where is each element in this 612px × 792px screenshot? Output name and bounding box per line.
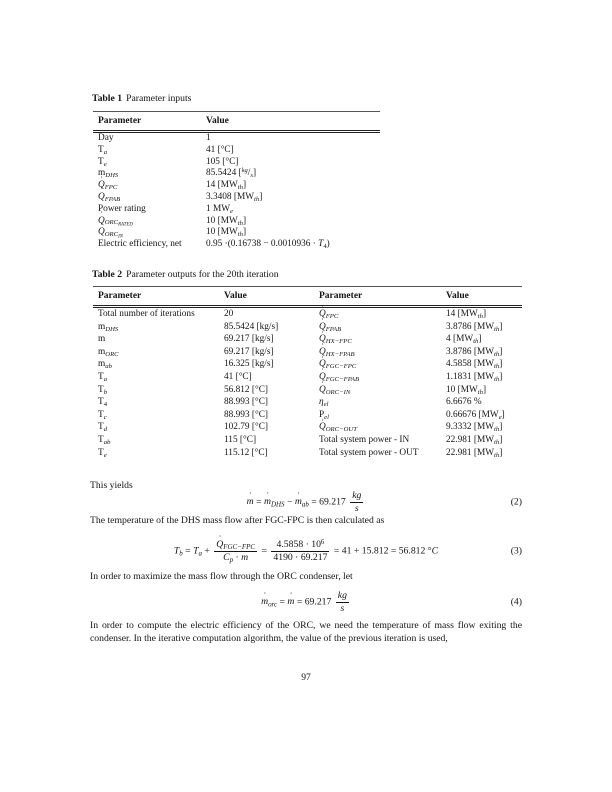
cell-parameter: Q $˙_{ORC_{RATED}}$ bbox=[93, 216, 201, 228]
cell-parameter: $T_a$ bbox=[98, 144, 108, 156]
equation-2-number: (2) bbox=[510, 496, 522, 508]
cell-parameter: Q $˙_{FPAB}$ bbox=[314, 321, 441, 334]
cell-parameter: $m_{DHS}$ bbox=[98, 321, 119, 333]
table1-header-row bbox=[93, 112, 380, 132]
table1-caption-text: Parameter inputs bbox=[126, 93, 192, 104]
table-row bbox=[93, 434, 522, 447]
cell-value: 1 bbox=[206, 133, 211, 143]
table2-caption-label: Table 2 bbox=[92, 269, 123, 280]
table-row bbox=[93, 204, 380, 216]
equation-3-number: (3) bbox=[510, 545, 522, 557]
cell-value: 88.993 [°C] bbox=[224, 397, 269, 408]
cell-parameter: $m_{ab}$ bbox=[98, 359, 112, 371]
cell-value: 14 $[MW_{th}]$ bbox=[446, 309, 487, 320]
equation-3-body: $T_b = T_a$ + $\frac{Q ˙_{FGC-FPC}}{C_p \cdot m}$ = $\frac{4.5858 \cdot 10^6}{4190 \cdot 69.217}$ = 41 + 15.812 = 56.812 °C bbox=[174, 539, 438, 563]
table-row bbox=[93, 321, 522, 334]
cell-value: 10 $[MW_{th}]$ bbox=[446, 384, 487, 396]
cell-value: $0.95 \cdot(0.16738 - 0.0010936 \cdot T_4)$ bbox=[206, 239, 330, 251]
table-row bbox=[93, 157, 380, 169]
cell-parameter: $T_d$ bbox=[98, 422, 108, 434]
cell-parameter: $T_e$ bbox=[98, 156, 107, 168]
table2 bbox=[93, 286, 522, 459]
cell-value: 41 [°C] bbox=[206, 144, 234, 155]
table-row bbox=[93, 333, 522, 346]
page-number: 97 bbox=[301, 673, 311, 683]
cell-value: 1 $MW_e$ bbox=[206, 203, 233, 215]
cell-parameter: Total system power - OUT bbox=[319, 447, 419, 458]
equation-2 bbox=[90, 489, 522, 515]
table-row bbox=[93, 346, 522, 359]
cell-parameter: Q $˙_{FPC}$ bbox=[314, 307, 441, 321]
cell-parameter: $T_c$ bbox=[98, 409, 107, 421]
equation-4 bbox=[90, 587, 522, 617]
equation-4-number: (4) bbox=[510, 596, 522, 608]
cell-parameter: Total number of iterations bbox=[98, 309, 195, 319]
cell-parameter: $T_e$ bbox=[98, 447, 107, 459]
table1-caption bbox=[92, 93, 191, 105]
table1-caption-label: Table 1 bbox=[92, 93, 123, 104]
cell-value: 115 [°C] bbox=[224, 434, 257, 445]
cell-parameter: m bbox=[98, 334, 106, 345]
table-row bbox=[93, 421, 522, 434]
table-row bbox=[93, 168, 380, 180]
equation-3 bbox=[90, 534, 522, 568]
cell-parameter: Q $˙_{ORC_{IN}}$ bbox=[93, 227, 201, 239]
cell-parameter: Q $˙_{FPAB}$ bbox=[93, 192, 201, 204]
cell-parameter: Q $˙_{FGC-FPAB}$ bbox=[314, 371, 441, 384]
cell-parameter: Q $˙_{HX-FPAB}$ bbox=[314, 346, 441, 359]
cell-value: 9.3332 $[MW_{th}]$ bbox=[446, 422, 503, 434]
cell-value: 115.12 [°C] bbox=[224, 447, 268, 458]
cell-parameter: $P_{el}$ bbox=[319, 409, 329, 421]
table2-header-row bbox=[93, 287, 522, 307]
cell-parameter: $T_b$ bbox=[98, 384, 108, 396]
cell-value: 69.217 [kg/s] bbox=[224, 334, 274, 345]
cell-value: 41 [°C] bbox=[224, 371, 252, 382]
table-row bbox=[93, 307, 522, 321]
cell-value: 1.1831 $[MW_{th}]$ bbox=[446, 371, 503, 383]
cell-value: 22.981 $[MW_{th}]$ bbox=[446, 447, 503, 459]
table2-header-parameter-2: Parameter bbox=[314, 287, 441, 307]
cell-value: 88.993 [°C] bbox=[224, 409, 269, 420]
cell-value: 3.8786 $[MW_{th}]$ bbox=[446, 321, 503, 333]
cell-value: 56.812 [°C] bbox=[224, 384, 269, 395]
cell-parameter: Q $˙_{ORC-IN}$ bbox=[314, 384, 441, 397]
cell-value: 10 $[MW_{th}]$ bbox=[206, 227, 247, 239]
table-row bbox=[93, 192, 380, 204]
equation-4-body: m $˙_{orc} = m$ ˙ = 69.217 $\frac{kg}{s}$ bbox=[261, 590, 351, 614]
table-row bbox=[93, 409, 522, 422]
table-row bbox=[93, 447, 522, 460]
table1-header-parameter: Parameter bbox=[93, 112, 201, 132]
cell-parameter: $m_{ORC}$ bbox=[98, 346, 119, 358]
table-row bbox=[93, 227, 380, 239]
cell-parameter: Q $˙_{HX-FPC}$ bbox=[314, 333, 441, 346]
cell-parameter: Q $˙_{FGC-FPC}$ bbox=[314, 358, 441, 371]
cell-value: 85.5424 [kg/s] bbox=[224, 321, 279, 332]
cell-parameter: Q $˙_{ORC-OUT}$ bbox=[314, 421, 441, 434]
table2-caption-text: Parameter outputs for the 20th iteration bbox=[126, 269, 279, 280]
table-row bbox=[93, 384, 522, 397]
cell-value: 85.5424 $[^{kg}/_s]$ bbox=[206, 167, 257, 180]
cell-value: 102.79 [°C] bbox=[224, 422, 269, 433]
cell-value: 4 $[MW_{th}]$ bbox=[446, 334, 482, 346]
equation-2-body: m ˙ = m $˙_{DHS} - m$ $˙_{ab} = 69.217$ $\frac{kg}{s}$ bbox=[247, 490, 366, 514]
paragraph-temperature: The temperature of the DHS mass flow after FGC-FPC is then calculated as bbox=[90, 515, 385, 526]
table-row bbox=[93, 396, 522, 409]
cell-value: 14 $[MW_{th}]$ bbox=[206, 180, 247, 192]
table2-header-value-1: Value bbox=[219, 287, 314, 307]
paragraph-this-yields: This yields bbox=[90, 480, 133, 491]
table-row bbox=[93, 239, 380, 251]
table-row bbox=[93, 180, 380, 192]
table2-caption bbox=[92, 269, 279, 281]
cell-value: 69.217 [kg/s] bbox=[224, 346, 274, 357]
table2-header-value-2: Value bbox=[441, 287, 522, 307]
paragraph-electric-efficiency: In order to compute the electric efficiency of the ORC, we need the temperature of mass flow exiting the condenser. In the iterative computation algorithm, the value of the previous iteration is used, bbox=[90, 620, 522, 644]
table1-header-value: Value bbox=[201, 112, 380, 132]
table1 bbox=[93, 111, 380, 251]
table-row bbox=[93, 145, 380, 157]
cell-value: 4.5858 $[MW_{th}]$ bbox=[446, 359, 503, 371]
cell-parameter: Q $˙_{FPC}$ bbox=[93, 180, 201, 192]
cell-value: 0.66676 $[MW_e]$ bbox=[446, 409, 505, 421]
cell-parameter: Electric efficiency, net bbox=[98, 239, 182, 250]
cell-value: 10 $[MW_{th}]$ bbox=[206, 215, 247, 227]
cell-value: 105 [°C] bbox=[206, 156, 239, 167]
cell-parameter: Power rating bbox=[98, 203, 146, 214]
cell-value: 16.325 [kg/s] bbox=[224, 359, 274, 370]
table-row bbox=[93, 216, 380, 228]
cell-parameter: $m_{DHS}$ bbox=[98, 168, 119, 180]
cell-parameter: $\eta_{el}$ bbox=[319, 397, 329, 409]
table2-header-parameter-1: Parameter bbox=[93, 287, 219, 307]
cell-value: 6.6676 % bbox=[446, 397, 482, 408]
table-row bbox=[93, 358, 522, 371]
cell-parameter: Total system power - IN bbox=[319, 434, 410, 445]
cell-parameter: $T_4$ bbox=[98, 397, 108, 409]
paragraph-maximize: In order to maximize the mass flow through the ORC condenser, let bbox=[90, 571, 353, 582]
cell-parameter: $T_a$ bbox=[98, 371, 108, 383]
table-row bbox=[93, 132, 380, 145]
cell-value: 3.3408 $[MW_{th}]$ bbox=[206, 191, 263, 203]
cell-parameter: Day bbox=[98, 133, 114, 143]
table-row bbox=[93, 371, 522, 384]
cell-value: 20 bbox=[224, 309, 234, 319]
cell-value: 22.981 $[MW_{th}]$ bbox=[446, 434, 503, 446]
cell-parameter: $T_{ab}$ bbox=[98, 434, 111, 446]
cell-value: 3.8786 $[MW_{th}]$ bbox=[446, 346, 503, 358]
